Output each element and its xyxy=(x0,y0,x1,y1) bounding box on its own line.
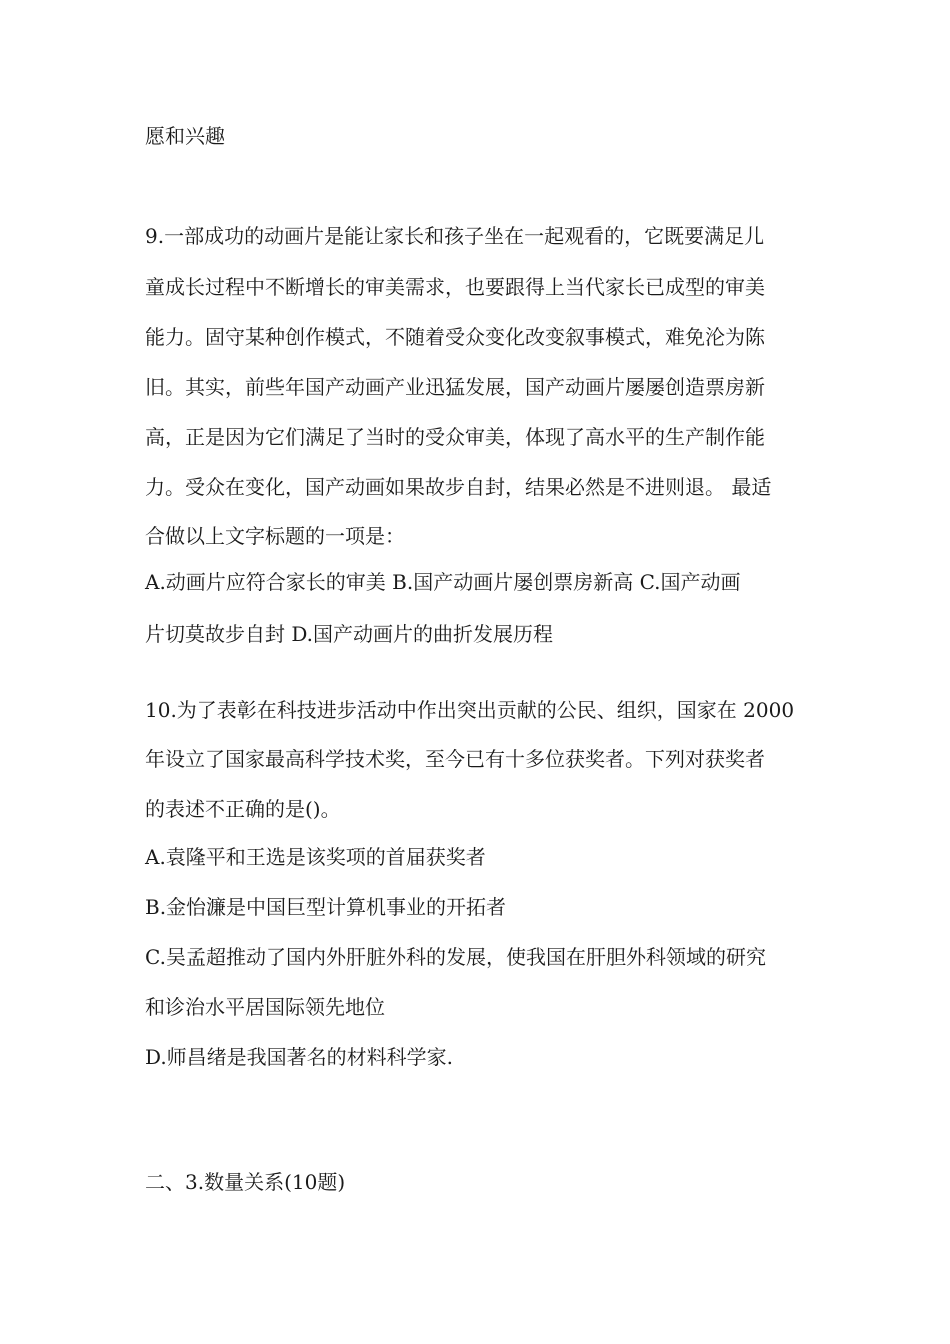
question-10-option-c-cont: 和诊治水平居国际领先地位 xyxy=(145,995,385,1019)
question-9-line: 能力。固守某种创作模式，不随着受众变化改变叙事模式，难免沦为陈 xyxy=(145,325,765,349)
question-10-line: 10.为了表彰在科技进步活动中作出突出贡献的公民、组织，国家在 2000 xyxy=(145,698,795,722)
question-10-line: 年设立了国家最高科学技术奖，至今已有十多位获奖者。下列对获奖者 xyxy=(145,747,765,771)
question-9-line: 高，正是因为它们满足了当时的受众审美，体现了高水平的生产制作能 xyxy=(145,425,765,449)
question-10-option-c: C.吴孟超推动了国内外肝脏外科的发展，使我国在肝胆外科领域的研究 xyxy=(145,945,766,969)
question-10-line: 的表述不正确的是()。 xyxy=(145,797,341,821)
question-10-option-a: A.袁隆平和王选是该奖项的首届获奖者 xyxy=(145,845,486,869)
question-9-line: 童成长过程中不断增长的审美需求，也要跟得上当代家长已成型的审美 xyxy=(145,275,765,299)
question-9-options: 片切莫故步自封 D.国产动画片的曲折发展历程 xyxy=(145,622,554,646)
question-10-option-d: D.师昌绪是我国著名的材料科学家. xyxy=(145,1045,454,1069)
section-heading: 二、3.数量关系(10题) xyxy=(145,1170,346,1194)
question-9-options: A.动画片应符合家长的审美 B.国产动画片屡创票房新高 C.国产动画 xyxy=(145,570,741,594)
question-9-line: 旧。其实，前些年国产动画产业迅猛发展，国产动画片屡屡创造票房新 xyxy=(145,375,765,399)
continuation-text: 愿和兴趣 xyxy=(145,124,225,148)
question-9-line: 9.一部成功的动画片是能让家长和孩子坐在一起观看的，它既要满足儿 xyxy=(145,224,765,248)
question-10-option-b: B.金怡濂是中国巨型计算机事业的开拓者 xyxy=(145,895,507,919)
question-9-line: 力。受众在变化，国产动画如果故步自封，结果必然是不进则退。 最适 xyxy=(145,475,772,499)
question-9-line: 合做以上文字标题的一项是： xyxy=(145,524,405,548)
